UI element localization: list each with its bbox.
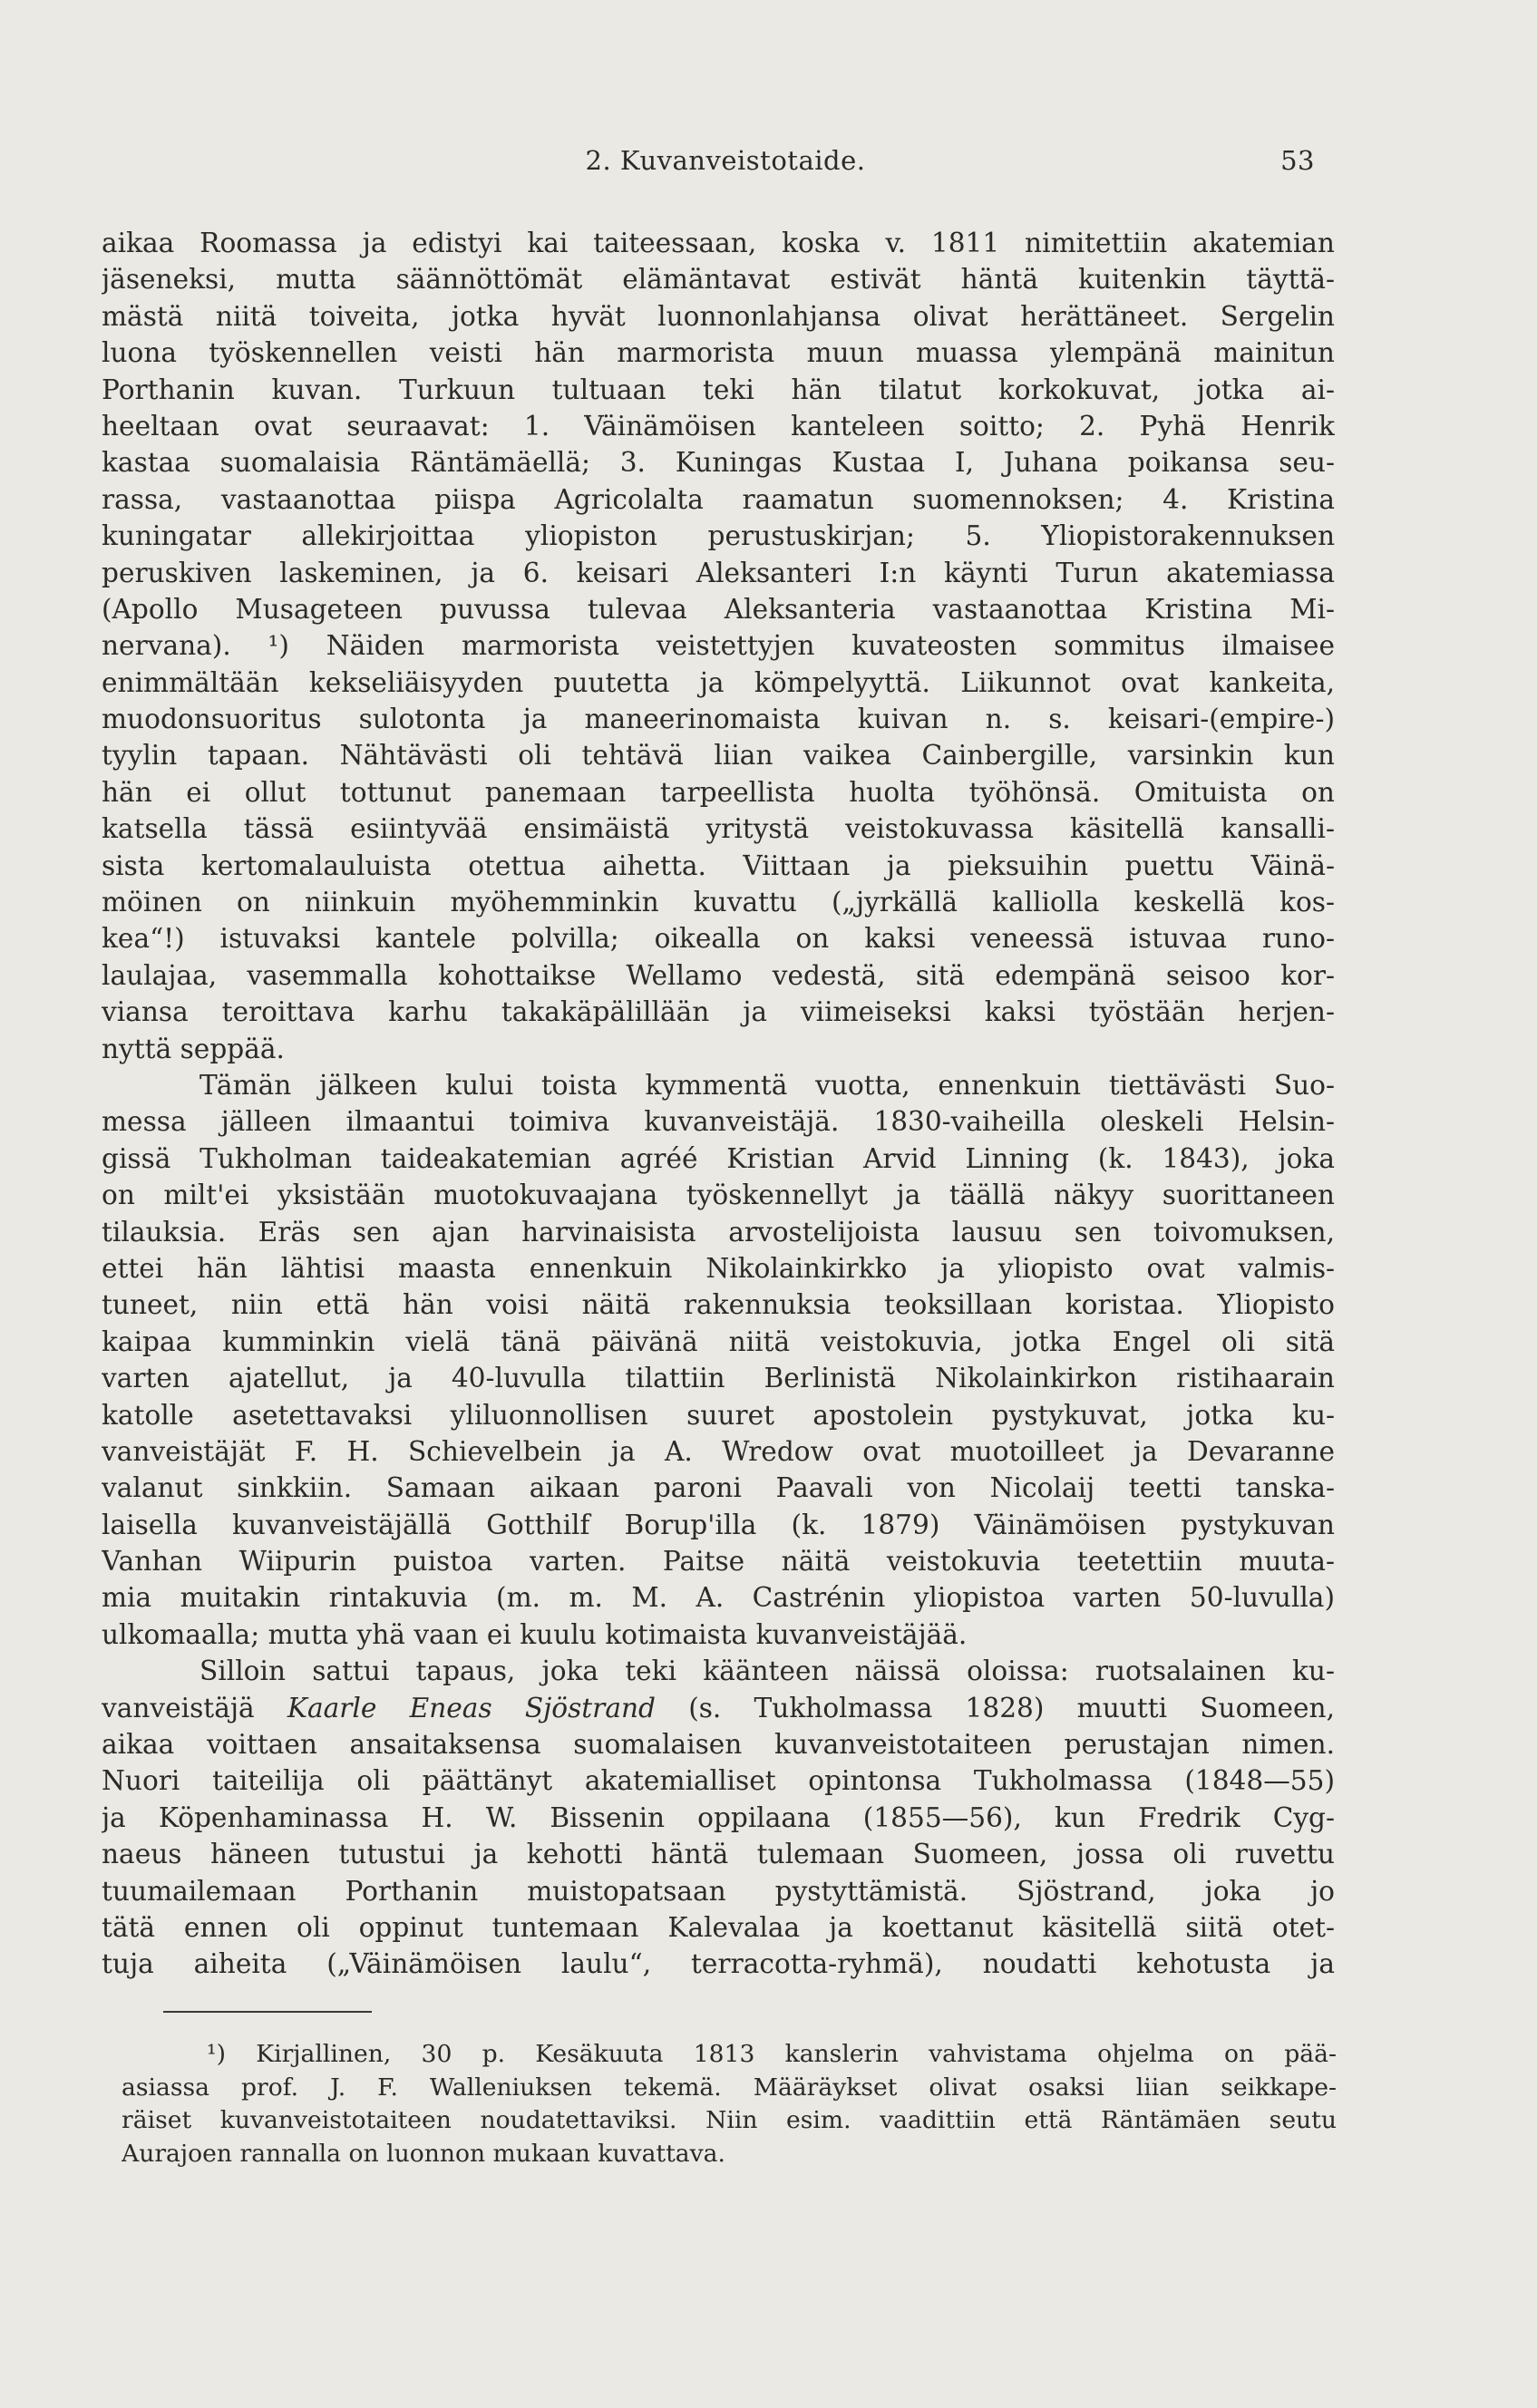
text-line: mästä niitä toiveita, jotka hyvät luonnonlahjansa olivat herättäneet. Sergelin <box>102 300 1335 332</box>
text-line: katolle asetettavaksi yliluonnollisen suuret apostolein pystykuvat, jotka ku- <box>102 1399 1335 1431</box>
text-line: katsella tässä esiintyvää ensimäistä yritystä veistokuvassa käsitellä kansalli- <box>102 813 1335 845</box>
text-line: Nuori taiteilija oli päättänyt akatemialliset opintonsa Tukholmassa (1848—55) <box>102 1765 1335 1797</box>
paragraph-end-line: ulkomaalla; mutta yhä vaan ei kuulu kotimaista kuvanveistäjää. <box>102 1618 968 1650</box>
text-line: naeus häneen tutustui ja kehotti häntä tulemaan Suomeen, jossa oli ruvettu <box>102 1839 1335 1870</box>
text-line: aikaa voittaen ansaitaksensa suomalaisen kuvanveistotaiteen perustajan nimen. <box>102 1729 1335 1761</box>
text-line: on milt'ei yksistään muotokuvaajana työskennellyt ja täällä näkyy suorittaneen <box>102 1180 1335 1211</box>
paragraph-end-line: nyttä seppää. <box>102 1033 285 1064</box>
footnote-line: ¹) Kirjallinen, 30 p. Kesäkuuta 1813 kanslerin vahvistama ohjelma on pää- <box>207 2040 1337 2068</box>
text-fragment: vanveistäjä <box>102 1692 255 1723</box>
text-line: hän ei ollut tottunut panemaan tarpeellista huolta työhönsä. Omituista on <box>102 776 1335 808</box>
running-header <box>118 145 1333 181</box>
footnote-line: Aurajoen rannalla on luonnon mukaan kuvattava. <box>122 2139 725 2168</box>
text-line: (Apollo Musageteen puvussa tulevaa Aleksanteria vastaanottaa Kristina Mi- <box>102 593 1335 625</box>
footnotes <box>122 2038 1337 2170</box>
text-line: tyylin tapaan. Nähtävästi oli tehtävä liian vaikea Cainbergille, varsinkin kun <box>102 740 1335 772</box>
text-line: laisella kuvanveistäjällä Gotthilf Borup'illa (k. 1879) Väinämöisen pystykuvan <box>102 1509 1335 1540</box>
text-line: kastaa suomalaisia Räntämäellä; 3. Kuningas Kustaa I, Juhana poikansa seu- <box>102 447 1335 479</box>
text-line: tuja aiheita („Väinämöisen laulu“, terracotta-ryhmä), noudatti kehotusta ja <box>102 1948 1335 1980</box>
text-line: luona työskennellen veisti hän marmorista muun muassa ylempänä mainitun <box>102 337 1335 369</box>
text-line: vanveistäjät F. H. Schievelbein ja A. Wredow ovat muotoilleet ja Devaranne <box>102 1435 1335 1467</box>
text-line: tätä ennen oli oppinut tuntemaan Kalevalaa ja koettanut käsitellä siitä otet- <box>102 1911 1335 1943</box>
text-line: ja Köpenhaminassa H. W. Bissenin oppilaana (1855—56), kun Fredrik Cyg- <box>102 1801 1335 1833</box>
text-line: gissä Tukholman taideakatemian agréé Kristian Arvid Linning (k. 1843), joka <box>102 1142 1335 1174</box>
text-line: muodonsuoritus sulotonta ja maneerinomaista kuivan n. s. keisari-(empire-) <box>102 704 1335 735</box>
text-line: rassa, vastaanottaa piispa Agricolalta raamatun suomennoksen; 4. Kristina <box>102 483 1335 515</box>
text-line: aikaa Roomassa ja edistyi kai taiteessaan, koska v. 1811 nimitettiin akatemian <box>102 228 1335 258</box>
text-line: ettei hän lähtisi maasta ennenkuin Nikolainkirkko ja yliopisto ovat valmis- <box>102 1252 1335 1284</box>
text-line: valanut sinkkiin. Samaan aikaan paroni Paavali von Nicolaij teetti tanska- <box>102 1472 1335 1504</box>
footnote-line: räiset kuvanveistotaiteen noudatettaviksi. Niin esim. vaadittiin että Räntämäen seutu <box>122 2106 1337 2135</box>
text-line: möinen on niinkuin myöhemminkin kuvattu („jyrkällä kalliolla keskellä kos- <box>102 887 1335 918</box>
text-line: heeltaan ovat seuraavat: 1. Väinämöisen kanteleen soitto; 2. Pyhä Henrik <box>102 410 1335 442</box>
text-line: kuningatar allekirjoittaa yliopiston perustuskirjan; 5. Yliopistorakennuksen <box>102 520 1335 552</box>
text-line: tuumailemaan Porthanin muistopatsaan pystyttämistä. Sjöstrand, joka jo <box>102 1875 1335 1907</box>
text-line: kaipaa kumminkin vielä tänä päivänä niitä veistokuvia, jotka Engel oli sitä <box>102 1325 1335 1357</box>
footnote-line: asiassa prof. J. F. Walleniuksen tekemä. Määräykset olivat osaksi liian seikkape- <box>122 2073 1337 2102</box>
text-line: jäseneksi, mutta säännöttömät elämäntavat estivät häntä kuitenkin täyttä- <box>102 264 1335 296</box>
text-line: laulajaa, vasemmalla kohottaikse Wellamo vedestä, sitä edempänä seisoo kor- <box>102 959 1335 991</box>
text-fragment: (s. Tukholmassa 1828) muutti Suomeen, <box>688 1692 1335 1723</box>
text-line: messa jälleen ilmaantui toimiva kuvanveistäjä. 1830-vaiheilla oleskeli Helsin- <box>102 1106 1335 1138</box>
sculptor-name: Kaarle Eneas Sjöstrand <box>287 1692 656 1723</box>
text-line: kea“!) istuvaksi kantele polvilla; oikealla on kaksi veneessä istuvaa runo- <box>102 923 1335 955</box>
text-line: tilauksia. Eräs sen ajan harvinaisista arvostelijoista lausuu sen toivomuksen, <box>102 1216 1335 1248</box>
text-line-with-name <box>102 1690 1335 1726</box>
text-line: peruskiven laskeminen, ja 6. keisari Aleksanteri I:n käynti Turun akatemiassa <box>102 557 1335 588</box>
text-line: tuneet, niin että hän voisi näitä rakennuksia teoksillaan koristaa. Yliopisto <box>102 1289 1335 1321</box>
page-number: 53 <box>1280 145 1315 176</box>
text-line: enimmältään kekseliäisyyden puutetta ja kömpelyyttä. Liikunnot ovat kankeita, <box>102 666 1335 698</box>
paragraph-start-line: Silloin sattui tapaus, joka teki käänteen näissä oloissa: ruotsalainen ku- <box>199 1656 1335 1687</box>
text-line: Vanhan Wiipurin puistoa varten. Paitse näitä veistokuvia teetettiin muuta- <box>102 1546 1335 1578</box>
paragraph-start-line: Tämän jälkeen kului toista kymmentä vuotta, ennenkuin tiettävästi Suo- <box>199 1069 1335 1101</box>
footnote-divider <box>163 2011 372 2013</box>
text-line: sista kertomalauluista otettua aihetta. Viittaan ja pieksuihin puettu Väinä- <box>102 850 1335 881</box>
text-line: Porthanin kuvan. Turkuun tultuaan teki hän tilatut korkokuvat, jotka ai- <box>102 374 1335 405</box>
main-text <box>102 225 1335 1983</box>
text-line: viansa teroittava karhu takakäpälillään ja viimeiseksi kaksi työstään herjen- <box>102 996 1335 1028</box>
text-line: nervana). ¹) Näiden marmorista veistettyjen kuvateosten sommitus ilmaisee <box>102 630 1335 662</box>
text-line: varten ajatellut, ja 40-luvulla tilattiin Berlinistä Nikolainkirkon ristihaarain <box>102 1363 1335 1394</box>
text-line: mia muitakin rintakuvia (m. m. M. A. Castrénin yliopistoa varten 50-luvulla) <box>102 1582 1335 1614</box>
chapter-title: 2. Kuvanveistotaide. <box>585 145 866 176</box>
